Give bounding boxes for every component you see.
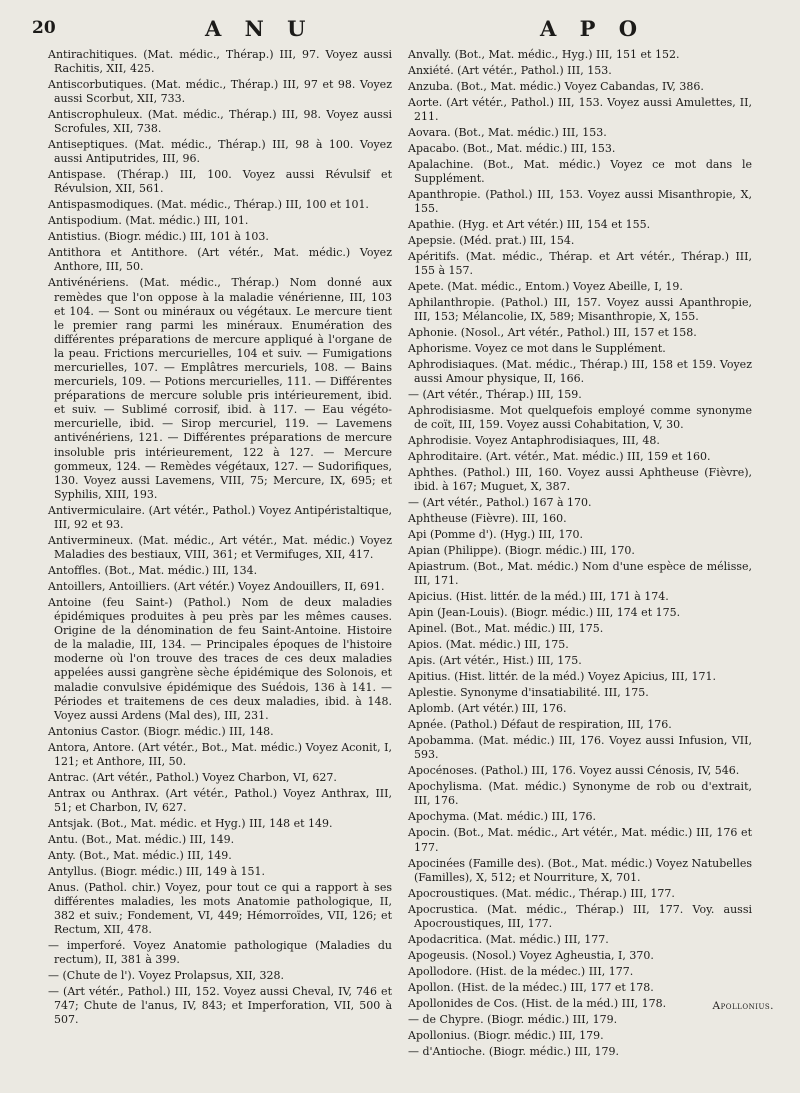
index-entry: Apian (Philippe). (Biogr. médic.) III, 170.: [408, 544, 635, 558]
index-entry: Antoine (feu Saint-) (Pathol.) Nom de deux maladies épidémiques produites à peu près par les mêmes causes. Origine de la dénomination de feu Saint-Antoine. Histoire de la maladie, III, 134. — Principales époques de l'histoire moderne où l'on trouve des traces de ces deux maladies appelées aussi gangrène sèche épidémique des Solonois, et maladie convulsive épidémique des Suédois, 136 à 141. — Périodes et traitemens de ces deux maladies, ibid. à 148. Voyez aussi Ardens (Mal des), III, 231.: [48, 595, 392, 722]
catchword: Apollonius.: [712, 1000, 774, 1012]
index-entry: Aphilanthropie. (Pathol.) III, 157. Voyez aussi Apanthropie, III, 153; Mélancolie, IX, 589; Misanthropie, X, 155.: [408, 296, 752, 324]
index-entry: Aphrodisiasme. Mot quelquefois employé comme synonyme de coït, III, 159. Voyez aussi Cohabitation, V, 30.: [408, 404, 752, 432]
index-entry: Apin (Jean-Louis). (Biogr. médic.) III, 174 et 175.: [408, 606, 681, 620]
index-entry: — (Art vétér., Thérap.) III, 159.: [408, 388, 582, 402]
index-entry: Antiscorbutiques. (Mat. médic., Thérap.) III, 97 et 98. Voyez aussi Scorbut, XII, 733.: [48, 78, 392, 106]
index-entry: Antispodium. (Mat. médic.) III, 101.: [48, 214, 249, 228]
page-number: 20: [32, 18, 56, 38]
running-header: [0, 14, 800, 44]
index-entry: Apollodore. (Hist. de la médec.) III, 177.: [408, 964, 634, 978]
index-entry: — de Chypre. (Biogr. médic.) III, 179.: [408, 1012, 618, 1026]
index-entry: Antiseptiques. (Mat. médic., Thérap.) III, 98 à 100. Voyez aussi Antiputrides, III, 96.: [48, 138, 392, 166]
index-entry: Aphorisme. Voyez ce mot dans le Supplément.: [408, 342, 666, 356]
index-entry: Apnée. (Pathol.) Défaut de respiration, III, 176.: [408, 718, 672, 732]
index-entry: Antu. (Bot., Mat. médic.) III, 149.: [48, 832, 235, 846]
index-entry: Apalachine. (Bot., Mat. médic.) Voyez ce mot dans le Supplément.: [408, 158, 752, 186]
index-entry: — (Art vétér., Pathol.) III, 152. Voyez aussi Cheval, IV, 746 et 747; Chute de l'anus, IV, 843; et Imperforation, VII, 500 à 507.: [48, 985, 392, 1027]
index-entry: Apete. (Mat. médic., Entom.) Voyez Abeille, I, 19.: [408, 280, 683, 294]
index-entry: Anxiété. (Art vétér., Pathol.) III, 153.: [408, 63, 612, 77]
index-entry: Antora, Antore. (Art vétér., Bot., Mat. médic.) Voyez Aconit, I, 121; et Anthore, III, 50.: [48, 740, 392, 768]
index-entry: Apepsie. (Méd. prat.) III, 154.: [408, 234, 575, 248]
index-entry: Apochylisma. (Mat. médic.) Synonyme de rob ou d'extrait, III, 176.: [408, 780, 752, 808]
index-entry: Apacabo. (Bot., Mat. médic.) III, 153.: [408, 142, 616, 156]
index-entry: Antoillers, Antoilliers. (Art vétér.) Voyez Andouillers, II, 691.: [48, 579, 385, 593]
index-entry: Antivermineux. (Mat. médic., Art vétér., Mat. médic.) Voyez Maladies des bestiaux, VIII, 361; et Vermifuges, XII, 417.: [48, 533, 392, 561]
index-entry: Aphonie. (Nosol., Art vétér., Pathol.) III, 157 et 158.: [408, 326, 697, 340]
index-entry: Apocroustiques. (Mat. médic., Thérap.) III, 177.: [408, 886, 675, 900]
index-entry: Apitius. (Hist. littér. de la méd.) Voyez Apicius, III, 171.: [408, 670, 716, 684]
index-entry: Apiastrum. (Bot., Mat. médic.) Nom d'une espèce de mélisse, III, 171.: [408, 560, 752, 588]
index-entry: Apinel. (Bot., Mat. médic.) III, 175.: [408, 622, 604, 636]
index-entry: Aphrodisie. Voyez Antaphrodisiaques, III, 48.: [408, 434, 660, 448]
index-entry: Aphthes. (Pathol.) III, 160. Voyez aussi Aphtheuse (Fièvre), ibid. à 167; Muguet, X, 387.: [408, 466, 752, 494]
index-entry: Apocinées (Famille des). (Bot., Mat. médic.) Voyez Natubelles (Familles), X, 512; et Nourriture, X, 701.: [408, 856, 752, 884]
index-entry: Antrac. (Art vétér., Pathol.) Voyez Charbon, VI, 627.: [48, 770, 337, 784]
index-entry: Apollonides de Cos. (Hist. de la méd.) III, 178.: [408, 996, 667, 1010]
index-entry: Apéritifs. (Mat. médic., Thérap. et Art vétér., Thérap.) III, 155 à 157.: [408, 250, 752, 278]
index-entry: Apollonius. (Biogr. médic.) III, 179.: [408, 1028, 604, 1042]
index-entry: Apocin. (Bot., Mat. médic., Art vétér., Mat. médic.) III, 176 et 177.: [408, 826, 752, 854]
index-entry: Apathie. (Hyg. et Art vétér.) III, 154 et 155.: [408, 218, 651, 232]
index-entry: Antispasmodiques. (Mat. médic., Thérap.) III, 100 et 101.: [48, 198, 369, 212]
index-entry: Aplomb. (Art vétér.) III, 176.: [408, 702, 567, 716]
index-entry: Anvally. (Bot., Mat. médic., Hyg.) III, 151 et 152.: [408, 48, 680, 61]
index-entry: Aovara. (Bot., Mat. médic.) III, 153.: [408, 126, 607, 140]
index-entry: Antyllus. (Biogr. médic.) III, 149 à 151.: [48, 864, 266, 878]
index-entry: Aphroditaire. (Art. vétér., Mat. médic.) III, 159 et 160.: [408, 450, 711, 464]
index-entry: Apocrustica. (Mat. médic., Thérap.) III, 177. Voy. aussi Apocroustiques, III, 177.: [408, 902, 752, 930]
index-entry: Antivermiculaire. (Art vétér., Pathol.) Voyez Antipéristaltique, III, 92 et 93.: [48, 503, 392, 531]
index-entry: Apicius. (Hist. littér. de la méd.) III, 171 à 174.: [408, 590, 669, 604]
index-entry: Antoffles. (Bot., Mat. médic.) III, 134.: [48, 563, 258, 577]
index-entry: Aphrodisiaques. (Mat. médic., Thérap.) III, 158 et 159. Voyez aussi Amour physique, II, 166.: [408, 358, 752, 386]
index-entry: Apollon. (Hist. de la médec.) III, 177 et 178.: [408, 980, 654, 994]
index-entry: Aphtheuse (Fièvre). III, 160.: [408, 512, 567, 526]
index-entry: Anus. (Pathol. chir.) Voyez, pour tout ce qui a rapport à ses différentes maladies, les mots Anatomie pathologique, II, 382 et suiv.; Fondement, VI, 449; Hémorroïdes, VII, 126; et Rectum, XII, 478.: [48, 880, 392, 937]
index-entry: Antistius. (Biogr. médic.) III, 101 à 103.: [48, 230, 269, 244]
right-column: [408, 48, 752, 1061]
index-entry: Apios. (Mat. médic.) III, 175.: [408, 638, 569, 652]
index-entry: Apanthropie. (Pathol.) III, 153. Voyez aussi Misanthropie, X, 155.: [408, 188, 752, 216]
index-entry: — (Art vétér., Pathol.) 167 à 170.: [408, 496, 592, 510]
index-entry: Aorte. (Art vétér., Pathol.) III, 153. Voyez aussi Amulettes, II, 211.: [408, 95, 752, 124]
index-entry: Antonius Castor. (Biogr. médic.) III, 148.: [48, 724, 274, 738]
index-entry: Anzuba. (Bot., Mat. médic.) Voyez Cabandas, IV, 386.: [408, 79, 704, 93]
index-entry: Antiscrophuleux. (Mat. médic., Thérap.) III, 98. Voyez aussi Scrofules, XII, 738.: [48, 108, 392, 136]
index-entry: Aplestie. Synonyme d'insatiabilité. III, 175.: [408, 686, 649, 700]
index-entry: — imperforé. Voyez Anatomie pathologique (Maladies du rectum), II, 381 à 399.: [48, 939, 392, 967]
index-entry: — d'Antioche. (Biogr. médic.) III, 179.: [408, 1044, 619, 1058]
index-entry: Apodacritica. (Mat. médic.) III, 177.: [408, 932, 609, 946]
index-entry: Anty. (Bot., Mat. médic.) III, 149.: [48, 848, 232, 862]
index-entry: Antivénériens. (Mat. médic., Thérap.) Nom donné aux remèdes que l'on oppose à la maladie vénérienne, III, 103 et 104. — Sont ou minéraux ou végétaux. Le mercure tient le premier rang parmi les minéraux. Enumération des différentes préparations de mercure appliqué à l'organe de la peau. Frictions mercurielles, 104 et suiv. — Fumigations mercurielles, 107. — Emplâtres mercuriels, 108. — Bains mercuriels, 109. — Potions mercurielles, 111. — Différentes préparations de mercure soluble pris intérieurement, ibid. et suiv. — Sublimé corrosif, ibid. à 117. — Eau végéto-mercurielle, ibid. — Sirop mercuriel, 119. — Lavemens antivénériens, 121. — Différentes préparations de mercure insoluble pris intérieurement, 122 à 127. — Mercure gommeux, 124. — Remèdes végétaux, 127. — Sudorifiques, 130. Voyez aussi Lavemens, VIII, 75; Mercure, IX, 695; et Syphilis, XIII, 193.: [48, 276, 392, 501]
index-entry: — (Chute de l'). Voyez Prolapsus, XII, 328.: [48, 969, 285, 983]
index-entry: Antirachitiques. (Mat. médic., Thérap.) III, 97. Voyez aussi Rachitis, XII, 425.: [48, 48, 392, 76]
index-entry: Apocénoses. (Pathol.) III, 176. Voyez aussi Cénosis, IV, 546.: [408, 764, 740, 778]
left-column: [48, 48, 392, 1029]
index-entry: Antsjak. (Bot., Mat. médic. et Hyg.) III, 148 et 149.: [48, 816, 333, 830]
index-entry: Apis. (Art vétér., Hist.) III, 175.: [408, 654, 582, 668]
left-running-head: A N U: [205, 16, 314, 41]
index-entry: Apogeusis. (Nosol.) Voyez Agheustia, I, 370.: [408, 948, 654, 962]
index-entry: Apobamma. (Mat. médic.) III, 176. Voyez aussi Infusion, VII, 593.: [408, 734, 752, 762]
right-running-head: A P O: [540, 16, 645, 41]
index-entry: Api (Pomme d'). (Hyg.) III, 170.: [408, 528, 584, 542]
index-entry: Antispase. (Thérap.) III, 100. Voyez aussi Révulsif et Révulsion, XII, 561.: [48, 168, 392, 196]
index-entry: Antithora et Antithore. (Art vétér., Mat. médic.) Voyez Anthore, III, 50.: [48, 246, 392, 274]
index-entry: Apochyma. (Mat. médic.) III, 176.: [408, 810, 597, 824]
index-entry: Antrax ou Anthrax. (Art vétér., Pathol.) Voyez Anthrax, III, 51; et Charbon, IV, 627.: [48, 786, 392, 814]
